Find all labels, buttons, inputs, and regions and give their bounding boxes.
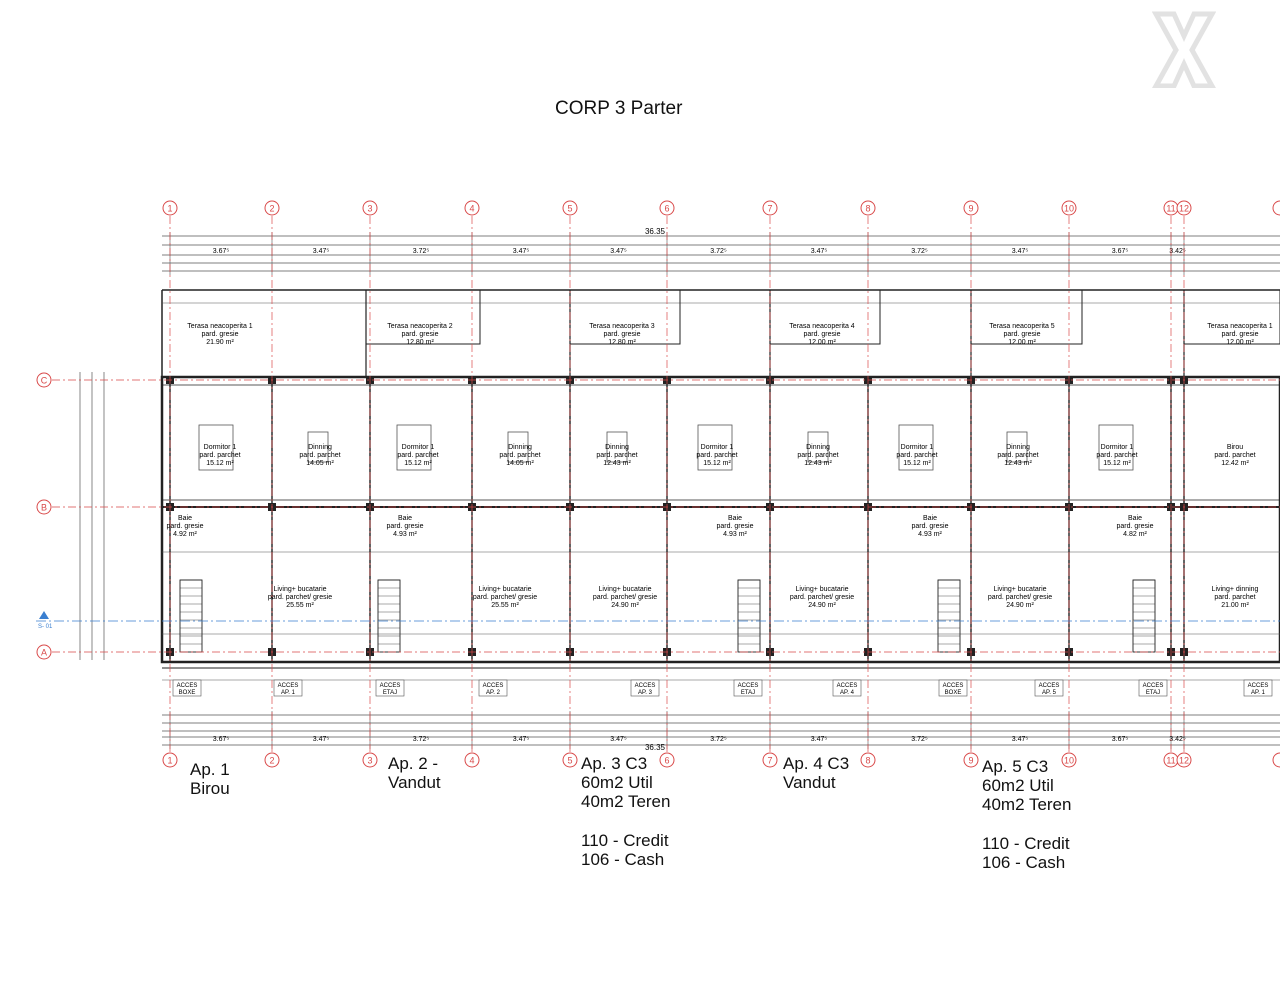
label-line: Dinning — [1006, 444, 1030, 451]
note-line: Birou — [190, 779, 230, 798]
label-line: pard. gresie — [1221, 331, 1259, 338]
grid-axis-label: 4 — [469, 203, 475, 214]
note-line: Ap. 1 — [190, 760, 230, 779]
label-line: AP. 3 — [638, 690, 652, 696]
note-line: 60m2 Util — [982, 776, 1054, 795]
label-line: Dormitor 1 — [1100, 444, 1134, 451]
label-line: 12.00 m² — [1008, 339, 1036, 346]
label-line: ETAJ — [1145, 690, 1161, 696]
note-ap1 — [190, 760, 230, 798]
triangle-icon — [39, 611, 49, 619]
label-line: ETAJ — [740, 690, 756, 696]
bay-dimension: 3.47⁵ — [512, 736, 530, 743]
label-line: Living+ bucatarie — [478, 586, 532, 593]
terrace-label — [187, 323, 252, 346]
grid-axis-label: 4 — [469, 755, 475, 766]
upper-room-label — [299, 444, 340, 467]
stair — [738, 580, 760, 652]
label-line: pard. parchet/ gresie — [592, 594, 658, 601]
label-line: pard. parchet — [299, 452, 341, 459]
bay-dimension: 3.72⁵ — [911, 736, 928, 743]
label-line: pard. gresie — [386, 523, 424, 530]
grid-axis-label: 7 — [767, 203, 773, 214]
label-line: 15.12 m² — [703, 460, 731, 467]
label-line: Terasa neacoperita 1 — [187, 323, 253, 330]
label-line: Baie — [397, 515, 413, 522]
label-line: 21.90 m² — [206, 339, 234, 346]
label-line: 4.92 m² — [173, 531, 197, 538]
label-line: AP. 2 — [486, 690, 500, 696]
lower-room-label — [593, 586, 657, 609]
grid-axis-label: 3 — [367, 755, 373, 766]
upper-room-label — [696, 444, 737, 467]
terrace-label — [1207, 323, 1272, 346]
stair-outline — [180, 580, 202, 652]
note-ap4 — [783, 754, 849, 792]
note-ap3 — [581, 754, 670, 869]
bay-dimension: 3.67⁵ — [1111, 248, 1129, 255]
label-line: pard. parchet — [1214, 594, 1256, 601]
label-line: 12.80 m² — [406, 339, 434, 346]
label-line: pard. gresie — [1003, 331, 1041, 338]
label-line: ACCES — [482, 683, 504, 689]
label-line: 21.00 m² — [1221, 602, 1249, 609]
grid-axis-label: 11 — [1166, 203, 1176, 214]
label-line: pard. parchet/ gresie — [472, 594, 538, 601]
label-line: pard. parchet — [1214, 452, 1256, 459]
bath-label — [167, 515, 204, 538]
label-line: 12.00 m² — [808, 339, 836, 346]
label-line: Terasa neacoperita 4 — [789, 323, 855, 330]
overall-dimension: 36.35 — [644, 743, 666, 752]
note-line: Ap. 5 C3 — [982, 757, 1049, 776]
overall-dimension: 36.35 — [644, 227, 666, 236]
bay-dimension: 3.47⁵ — [610, 248, 627, 255]
bay-dimension: 3.42⁵ — [1169, 736, 1186, 743]
grid-axis-label: 1 — [167, 203, 173, 214]
x-logo-icon — [1152, 6, 1216, 88]
note-line: 110 - Credit — [581, 831, 669, 850]
label-line: ACCES — [1247, 683, 1269, 689]
label-line: pard. gresie — [201, 331, 239, 338]
label-line: Birou — [1226, 444, 1244, 451]
label-line: 15.12 m² — [206, 460, 234, 467]
grid-row-label: A — [40, 647, 48, 658]
label-line: Dormitor 1 — [401, 444, 435, 451]
walls — [162, 290, 1280, 680]
bay-dimension: 3.47⁵ — [610, 736, 627, 743]
label-line: 24.90 m² — [1006, 602, 1034, 609]
label-line: pard. gresie — [166, 523, 204, 530]
label-line: Dinning — [605, 444, 629, 451]
label-line: AP. 1 — [281, 690, 295, 696]
label-line: 4.93 m² — [723, 531, 747, 538]
grid-axis-label: 3 — [367, 203, 373, 214]
terrace-label — [589, 323, 654, 346]
label-line: Dinning — [308, 444, 332, 451]
grid-axis-label: 7 — [767, 755, 773, 766]
label-line: 4.93 m² — [918, 531, 942, 538]
label-line: pard. parchet/ gresie — [267, 594, 333, 601]
note-line: 40m2 Teren — [581, 792, 671, 811]
label-line: Baie — [1127, 515, 1143, 522]
note-line: 110 - Credit — [982, 834, 1070, 853]
label-line: pard. parchet — [199, 452, 241, 459]
label-line: pard. gresie — [803, 331, 841, 338]
upper-room-label — [896, 444, 937, 467]
note-line: 106 - Cash — [982, 853, 1066, 872]
label-line: 25.55 m² — [286, 602, 314, 609]
bath-label — [387, 515, 424, 538]
room-labels — [167, 323, 1273, 696]
label-line: ACCES — [942, 683, 964, 689]
label-line: Living+ bucatarie — [993, 586, 1047, 593]
lower-room-label — [1212, 586, 1259, 609]
upper-room-label — [397, 444, 438, 467]
upper-room-label — [596, 444, 637, 467]
grid-bubble — [1273, 201, 1280, 215]
grid-axis-label: 8 — [865, 755, 871, 766]
label-line: BOXE — [944, 690, 962, 696]
stair — [378, 580, 400, 652]
label-line: pard. parchet — [696, 452, 738, 459]
bay-dimension: 3.67⁵ — [212, 248, 230, 255]
grid-axis-label: 2 — [269, 203, 275, 214]
bath-label — [912, 515, 949, 538]
label-line: Terasa neacoperita 2 — [387, 323, 453, 330]
label-line: 14.05 m² — [306, 460, 334, 467]
bay-dimension: 3.47⁵ — [1011, 248, 1029, 255]
label-line: Living+ bucatarie — [795, 586, 849, 593]
grid-axis-label: 10 — [1063, 755, 1075, 766]
label-line: ACCES — [737, 683, 759, 689]
grid-row-label: B — [40, 502, 48, 513]
access-label — [177, 683, 198, 696]
label-line: 15.12 m² — [903, 460, 931, 467]
label-line: pard. parchet — [499, 452, 541, 459]
label-line: 24.90 m² — [808, 602, 836, 609]
upper-room-label — [1096, 444, 1137, 467]
label-line: 24.90 m² — [611, 602, 639, 609]
bath-label — [717, 515, 754, 538]
bay-dimension: 3.47⁵ — [1011, 736, 1029, 743]
label-line: pard. parchet — [797, 452, 839, 459]
grid-axis-label: 6 — [664, 755, 670, 766]
label-line: Dinning — [508, 444, 532, 451]
grid-axis-label: 1 — [167, 755, 173, 766]
note-line: Vandut — [783, 773, 836, 792]
upper-room-label — [1214, 444, 1255, 467]
bay-dimension: 3.47⁵ — [512, 248, 530, 255]
label-line: pard. parchet — [596, 452, 638, 459]
label-line: BOXE — [178, 690, 196, 696]
upper-room-label — [199, 444, 240, 467]
bay-dimension: 3.47⁵ — [810, 248, 828, 255]
stair-outline — [378, 580, 400, 652]
label-line: 12.43 m² — [1004, 460, 1032, 467]
note-ap5 — [982, 757, 1071, 872]
page-title: CORP 3 Parter — [555, 98, 683, 119]
grid-axis-label: 9 — [968, 203, 974, 214]
label-line: Dinning — [806, 444, 830, 451]
grid-axis-label: 5 — [567, 755, 573, 766]
bay-dimension: 3.67⁵ — [1111, 736, 1129, 743]
label-line: Terasa neacoperita 3 — [589, 323, 655, 330]
grid-axis-label: 2 — [269, 755, 275, 766]
bath-label — [1117, 515, 1154, 538]
note-line: Ap. 2 - — [388, 754, 439, 773]
label-line: pard. gresie — [716, 523, 754, 530]
label-line: Terasa neacoperita 5 — [989, 323, 1055, 330]
label-line: AP. 4 — [840, 690, 854, 696]
label-line: 15.12 m² — [1103, 460, 1131, 467]
label-line: pard. parchet/ gresie — [789, 594, 855, 601]
grid-axis-label: 6 — [664, 203, 670, 214]
label-line: ACCES — [1038, 683, 1060, 689]
bay-dimension: 3.72⁵ — [911, 248, 928, 255]
label-line: 12.42 m² — [1221, 460, 1249, 467]
label-line: Living+ bucatarie — [598, 586, 652, 593]
stair-outline — [938, 580, 960, 652]
label-line: 15.12 m² — [404, 460, 432, 467]
label-line: 25.55 m² — [491, 602, 519, 609]
label-line: pard. gresie — [911, 523, 949, 530]
label-line: 12.43 m² — [603, 460, 631, 467]
section-label: S- 01 — [38, 624, 53, 630]
label-line: Baie — [922, 515, 938, 522]
bay-dimension: 3.72⁵ — [710, 736, 727, 743]
label-line: 12.80 m² — [608, 339, 636, 346]
stair — [180, 580, 202, 652]
note-line: 60m2 Util — [581, 773, 653, 792]
grid-axis-label: 10 — [1063, 203, 1075, 214]
bay-dimension: 3.42⁵ — [1169, 248, 1186, 255]
label-line: 4.93 m² — [393, 531, 417, 538]
label-line: Dormitor 1 — [700, 444, 734, 451]
label-line: 4.82 m² — [1123, 531, 1147, 538]
label-line: Living+ dinning — [1211, 586, 1259, 593]
label-line: ACCES — [379, 683, 401, 689]
label-line: 12.43 m² — [804, 460, 832, 467]
bay-dimension: 3.72⁵ — [710, 248, 727, 255]
access-label — [943, 683, 964, 696]
grid-axis-label: 12 — [1178, 755, 1190, 766]
note-line: 106 - Cash — [581, 850, 665, 869]
label-line: pard. parchet — [1096, 452, 1138, 459]
label-line: pard. gresie — [603, 331, 641, 338]
label-line: pard. parchet — [997, 452, 1039, 459]
label-line: 14.05 m² — [506, 460, 534, 467]
note-line: Vandut — [388, 773, 441, 792]
lower-room-label — [790, 586, 854, 609]
label-line: Dormitor 1 — [900, 444, 934, 451]
upper-room-label — [499, 444, 540, 467]
building-outline — [162, 377, 1280, 662]
label-line: Terasa neacoperita 1 — [1207, 323, 1273, 330]
upper-room-label — [997, 444, 1038, 467]
grid-axis-label: 8 — [865, 203, 871, 214]
label-line: ACCES — [277, 683, 299, 689]
label-line: pard. parchet — [896, 452, 938, 459]
terrace-label — [789, 323, 854, 346]
bay-dimension: 3.67⁵ — [212, 736, 230, 743]
note-line: 40m2 Teren — [982, 795, 1072, 814]
label-line: pard. gresie — [401, 331, 439, 338]
grid-axis-label: 9 — [968, 755, 974, 766]
label-line: ACCES — [176, 683, 198, 689]
label-line: ETAJ — [382, 690, 398, 696]
bay-dimension: 3.47⁵ — [312, 248, 330, 255]
label-line: ACCES — [836, 683, 858, 689]
label-line: ACCES — [634, 683, 656, 689]
stair-outline — [738, 580, 760, 652]
label-line: AP. 5 — [1042, 690, 1056, 696]
terrace-label — [387, 323, 452, 346]
label-line: Living+ bucatarie — [273, 586, 327, 593]
grid-row-label: C — [40, 375, 48, 386]
note-line: Ap. 4 C3 — [783, 754, 850, 773]
grid-axis-label: 12 — [1178, 203, 1190, 214]
label-line: Dormitor 1 — [203, 444, 237, 451]
grid-axis-label: 5 — [567, 203, 573, 214]
note-line: Ap. 3 C3 — [581, 754, 648, 773]
label-line: Baie — [727, 515, 743, 522]
label-line: Baie — [177, 515, 193, 522]
stair-outline — [1133, 580, 1155, 652]
stair — [938, 580, 960, 652]
terrace-label — [989, 323, 1054, 346]
lower-room-label — [988, 586, 1052, 609]
lower-room-label — [473, 586, 537, 609]
label-line: 12.00 m² — [1226, 339, 1254, 346]
stair — [1133, 580, 1155, 652]
lower-room-label — [268, 586, 332, 609]
upper-room-label — [797, 444, 838, 467]
label-line: pard. parchet — [397, 452, 439, 459]
note-ap2 — [388, 754, 441, 792]
grid-axis-label: 11 — [1166, 755, 1176, 766]
label-line: pard. gresie — [1116, 523, 1154, 530]
label-line: AP. 1 — [1251, 690, 1265, 696]
label-line: ACCES — [1142, 683, 1164, 689]
bay-dimension: 3.72⁵ — [412, 736, 430, 743]
bay-dimension: 3.47⁵ — [810, 736, 828, 743]
bay-dimension: 3.47⁵ — [312, 736, 330, 743]
bay-dimension: 3.72⁵ — [412, 248, 430, 255]
grid-bubble — [1273, 753, 1280, 767]
label-line: pard. parchet/ gresie — [987, 594, 1053, 601]
